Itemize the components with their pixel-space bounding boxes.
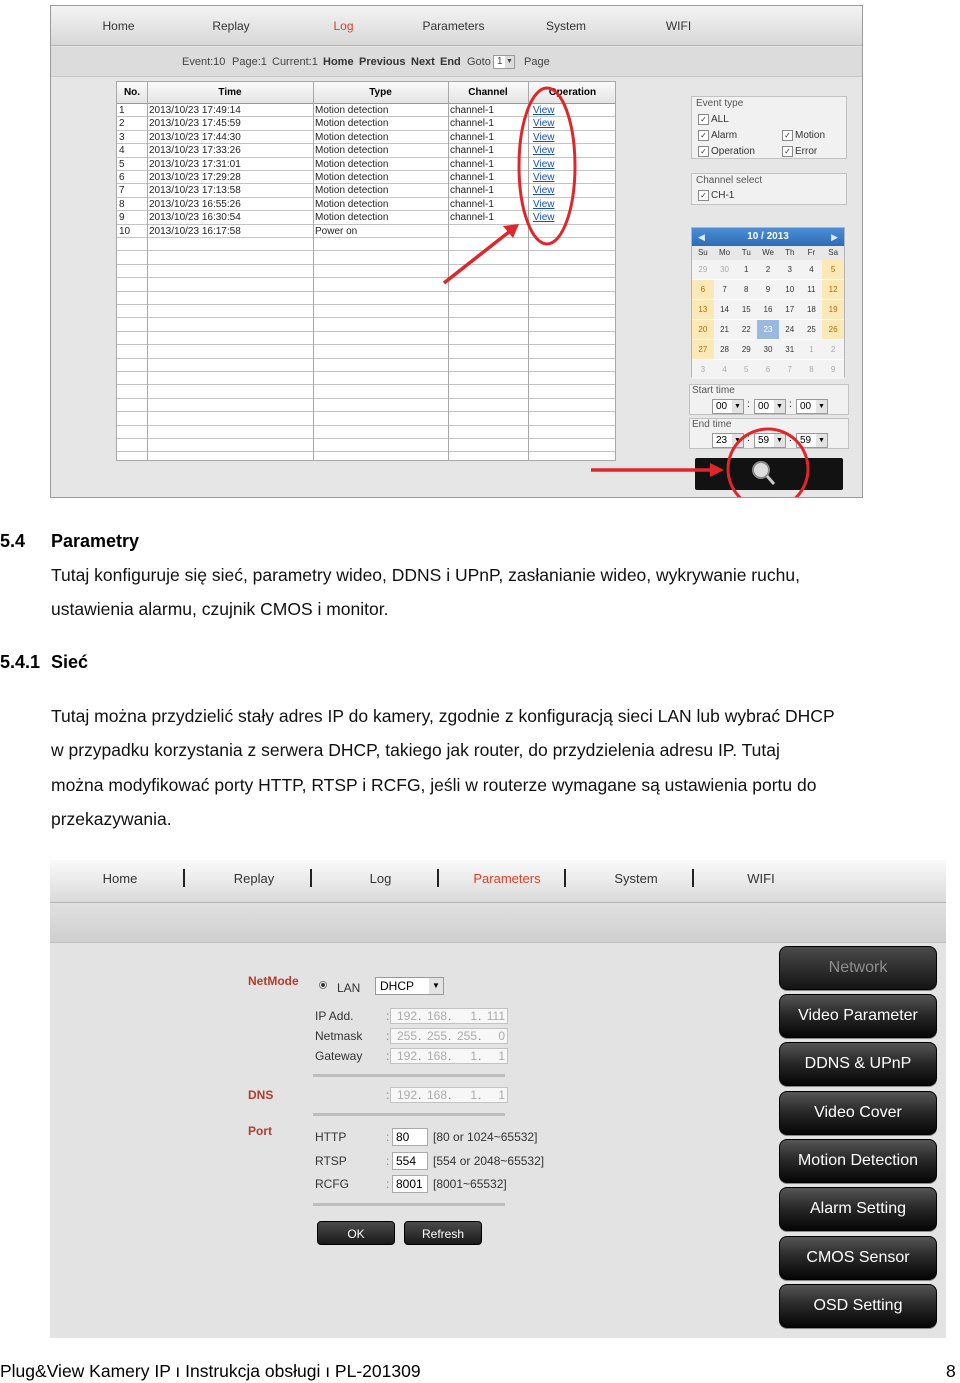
colon: :	[386, 1029, 390, 1043]
cell-no: 5	[119, 158, 125, 170]
colon: :	[386, 1088, 390, 1102]
subsection-number: 5.4.1	[0, 652, 41, 672]
dns-field[interactable]: 192 . 168 . 1 . 1	[390, 1087, 508, 1103]
nav-divider	[564, 869, 566, 887]
netmode-value: DHCP	[380, 979, 415, 993]
col-operation: Operation	[548, 87, 597, 98]
cell-channel: channel-1	[450, 131, 494, 143]
cell-no: 1	[119, 105, 125, 116]
nav-shadow-strip	[50, 903, 946, 943]
cell-time: 2013/10/23 17:29:28	[149, 172, 241, 183]
calendar-day[interactable]: 10	[779, 280, 801, 299]
cell-type: Motion detection	[315, 172, 389, 183]
col-no: No.	[123, 87, 141, 98]
page-label: Page	[524, 56, 550, 68]
cell-time: 2013/10/23 17:31:01	[149, 158, 241, 170]
calendar-day[interactable]: 17	[779, 300, 801, 319]
calendar-day[interactable]: 11	[801, 280, 823, 299]
annotation-circle-view-column	[519, 88, 575, 244]
previous-link[interactable]: Previous	[359, 56, 406, 68]
calendar-day[interactable]: 7	[779, 360, 801, 379]
cell-time: 2013/10/23 16:17:58	[149, 225, 241, 237]
ip-octet: 168	[426, 1009, 447, 1023]
calendar-day[interactable]: 25	[801, 320, 823, 339]
log-screenshot	[50, 5, 863, 498]
calendar-day[interactable]: 1	[801, 340, 823, 359]
start-second-value: 00	[800, 401, 812, 412]
cell-operation[interactable]: View	[533, 172, 555, 183]
side-alarm-setting-button[interactable]: Alarm Setting	[779, 1187, 937, 1231]
side-video-parameter-button[interactable]: Video Parameter	[779, 994, 937, 1038]
cell-operation[interactable]: View	[533, 198, 555, 210]
next-link[interactable]: Next	[411, 56, 435, 68]
cell-time: 2013/10/23 17:44:30	[149, 131, 241, 143]
rtsp-label: RTSP	[315, 1154, 347, 1168]
calendar-day[interactable]: 5	[735, 360, 757, 379]
http-range: [80 or 1024~65532]	[433, 1130, 538, 1144]
rtsp-range: [554 or 2048~65532]	[433, 1154, 545, 1168]
side-cmos-sensor-button[interactable]: CMOS Sensor	[779, 1236, 937, 1280]
chevron-down-icon: ▼	[732, 400, 743, 413]
current-page: Current:1	[272, 56, 318, 68]
body-line-3: można modyfikować porty HTTP, RTSP i RCFG, jeśli w routerze wymagane są ustawienia portu do	[51, 775, 817, 795]
cell-channel: channel-1	[450, 185, 494, 197]
cell-no: 4	[119, 145, 125, 157]
calendar-day[interactable]: 8	[801, 360, 823, 379]
ip-octet: 1	[470, 1009, 477, 1023]
cell-time: 2013/10/23 16:30:54	[149, 212, 241, 224]
weekday-label: Fr	[807, 248, 816, 257]
calendar-day[interactable]: 30	[714, 260, 736, 279]
nav-parameters[interactable]: Parameters	[422, 19, 485, 33]
calendar-day[interactable]: 21	[714, 320, 736, 339]
cell-channel: channel-1	[450, 198, 494, 210]
side-osd-setting-button[interactable]: OSD Setting	[779, 1284, 937, 1328]
netmask-label: Netmask	[315, 1029, 363, 1043]
calendar-day[interactable]: 2	[757, 260, 779, 279]
side-motion-detection-button[interactable]: Motion Detection	[779, 1139, 937, 1183]
nav-divider	[183, 869, 185, 887]
nav-system[interactable]: System	[545, 19, 586, 33]
colon: :	[386, 1177, 390, 1191]
nav-parameters[interactable]: Parameters	[473, 871, 541, 886]
calendar-day[interactable]: 9	[822, 360, 844, 379]
event-type-title: Event type	[696, 98, 744, 109]
calendar-day[interactable]: 24	[779, 320, 801, 339]
end-link[interactable]: End	[440, 56, 461, 68]
colon: :	[386, 1130, 390, 1144]
chevron-down-icon: ▼	[505, 56, 514, 68]
weekday-label: Sa	[828, 248, 839, 257]
cell-type: Motion detection	[315, 131, 389, 143]
netmask-octet: 0	[498, 1029, 505, 1043]
annotation-circle-search	[728, 429, 808, 498]
nav-wifi[interactable]: WIFI	[665, 19, 692, 33]
cell-channel: channel-1	[450, 118, 494, 130]
calendar-day[interactable]: 9	[757, 280, 779, 299]
divider	[313, 1074, 505, 1077]
home-link[interactable]: Home	[323, 56, 354, 68]
cell-operation[interactable]: View	[533, 212, 555, 224]
netmask-octet: 255	[396, 1029, 417, 1043]
cell-channel: channel-1	[450, 172, 494, 183]
divider	[313, 1113, 505, 1116]
calendar-day[interactable]: 1	[735, 260, 757, 279]
network-screenshot	[50, 860, 946, 1338]
goto-label: Goto	[467, 56, 491, 68]
nav-system[interactable]: System	[614, 871, 658, 886]
nav-divider	[437, 869, 439, 887]
nav-log[interactable]: Log	[369, 871, 392, 886]
chevron-down-icon: ▼	[732, 434, 743, 447]
netmask-field[interactable]: 255 . 255 . 255 . 0	[390, 1028, 508, 1044]
checkbox-motion[interactable]: ✓ Motion	[782, 130, 825, 141]
weekday-label: Mo	[719, 248, 731, 257]
cell-type: Motion detection	[315, 158, 389, 170]
cell-type: Motion detection	[315, 105, 389, 116]
ip-octet: 192	[396, 1009, 417, 1023]
calendar-day[interactable]: 27	[692, 340, 714, 359]
cell-time: 2013/10/23 17:33:26	[149, 145, 241, 157]
section-title: Parametry	[51, 531, 140, 551]
nav-divider	[692, 869, 694, 887]
start-minute-value: 00	[758, 401, 770, 412]
section-number: 5.4	[0, 531, 26, 551]
nav-divider	[310, 869, 312, 887]
weekday-label: We	[762, 248, 774, 257]
cell-time: 2013/10/23 17:13:58	[149, 185, 241, 197]
rcfg-label: RCFG	[315, 1177, 349, 1191]
weekday-label: Tu	[741, 248, 751, 257]
ip-label: IP Add.	[315, 1009, 354, 1023]
calendar-day[interactable]: 26	[822, 320, 844, 339]
dns-octet: 1	[498, 1088, 505, 1102]
calendar-day[interactable]: 8	[735, 280, 757, 299]
col-time: Time	[218, 87, 242, 98]
goto-value: 1	[497, 56, 503, 67]
nav-wifi[interactable]: WIFI	[747, 871, 775, 886]
calendar-day[interactable]: 4	[801, 260, 823, 279]
cell-channel: channel-1	[450, 105, 494, 116]
page-count: Page:1	[232, 56, 267, 68]
cell-no: 6	[119, 172, 125, 183]
cell-time: 2013/10/23 17:49:14	[149, 105, 241, 116]
cell-no: 8	[119, 198, 125, 210]
weekday-label: Th	[785, 248, 795, 257]
calendar-day[interactable]: 20	[692, 320, 714, 339]
weekday-label: Su	[697, 248, 708, 257]
end-time-label: End time	[692, 419, 732, 430]
calendar-day[interactable]: 22	[735, 320, 757, 339]
checkbox-operation[interactable]: ✓ Operation	[698, 146, 755, 157]
cell-operation[interactable]: View	[533, 131, 555, 143]
ip-octet: 111	[486, 1009, 505, 1023]
netmask-octet: 255	[426, 1029, 447, 1043]
radio-dot	[321, 983, 325, 987]
cell-no: 2	[119, 118, 125, 130]
side-video-cover-button[interactable]: Video Cover	[779, 1091, 937, 1135]
side-network-button[interactable]: Network	[779, 946, 937, 990]
chevron-down-icon: ▼	[429, 978, 443, 994]
cell-operation[interactable]: View	[533, 145, 555, 157]
end-second-value: 59	[800, 435, 812, 446]
refresh-button[interactable]: Refresh	[404, 1221, 482, 1245]
calendar-day[interactable]: 29	[735, 340, 757, 359]
gateway-octet: 168	[426, 1049, 447, 1063]
calendar-day[interactable]: 3	[692, 360, 714, 379]
port-label: Port	[248, 1124, 272, 1138]
calendar-day[interactable]: 18	[801, 300, 823, 319]
col-type: Type	[369, 87, 392, 98]
gateway-field[interactable]: 192 . 168 . 1 . 1	[390, 1048, 508, 1064]
cell-operation[interactable]: View	[533, 185, 555, 197]
netmode-label: NetMode	[248, 974, 299, 988]
lan-radio[interactable]	[319, 981, 327, 989]
chevron-down-icon: ▼	[774, 400, 785, 413]
gateway-octet: 1	[498, 1049, 505, 1063]
calendar-day[interactable]: 6	[757, 360, 779, 379]
checkbox-alarm[interactable]: ✓ Alarm	[698, 130, 737, 141]
nav-home[interactable]: Home	[102, 19, 135, 33]
cell-type: Motion detection	[315, 212, 389, 224]
cell-time: 2013/10/23 16:55:26	[149, 198, 241, 210]
checkbox-all[interactable]: ✓ ALL	[698, 114, 729, 125]
cell-type: Motion detection	[315, 118, 389, 130]
nav-replay[interactable]: Replay	[233, 871, 275, 886]
cell-type: Power on	[315, 225, 358, 237]
cell-operation[interactable]: View	[533, 105, 555, 116]
intro-line-2: ustawienia alarmu, czujnik CMOS i monitor.	[51, 599, 389, 619]
nav-home[interactable]: Home	[102, 871, 138, 886]
chevron-down-icon: ▼	[816, 400, 827, 413]
start-time-label: Start time	[692, 385, 735, 396]
cell-no: 10	[119, 225, 131, 237]
body-line-2: w przypadku korzystania z serwera DHCP, takiego jak router, do przydzielenia adresu IP. Tutaj	[51, 740, 780, 760]
end-minute-value: 59	[758, 435, 770, 446]
end-hour-value: 23	[716, 435, 728, 446]
gateway-octet: 1	[470, 1049, 477, 1063]
calendar-day[interactable]: 13	[692, 300, 714, 319]
subsection-title: Sieć	[51, 652, 89, 672]
cell-operation[interactable]: View	[533, 118, 555, 130]
netmask-octet: 255	[456, 1029, 477, 1043]
calendar-day[interactable]: 12	[822, 280, 844, 299]
calendar-day[interactable]: 6	[692, 280, 714, 299]
calendar-day[interactable]: 16	[757, 300, 779, 319]
body-line-4: przekazywania.	[51, 809, 172, 829]
calendar-day[interactable]: 4	[714, 360, 736, 379]
colon: :	[386, 1009, 390, 1023]
rtsp-port-input[interactable]: 554	[392, 1152, 428, 1170]
colon: :	[747, 433, 750, 444]
prev-month-icon[interactable]: ◀	[698, 232, 705, 242]
rcfg-range: [8001~65532]	[433, 1177, 507, 1191]
cell-type: Motion detection	[315, 145, 389, 157]
divider	[313, 1203, 505, 1206]
calendar-day[interactable]: 23	[757, 320, 779, 339]
cell-channel: channel-1	[450, 145, 494, 157]
event-count: Event:10	[182, 56, 226, 68]
calendar-day[interactable]: 14	[714, 300, 736, 319]
calendar-month: 10 / 2013	[692, 228, 844, 246]
calendar-day[interactable]: 5	[822, 260, 844, 279]
cell-no: 9	[119, 212, 125, 224]
channel-select-title: Channel select	[696, 175, 763, 186]
start-hour-value: 00	[716, 401, 728, 412]
cell-no: 7	[119, 185, 125, 197]
calendar-day[interactable]: 7	[714, 280, 736, 299]
calendar-day[interactable]: 29	[692, 260, 714, 279]
http-label: HTTP	[315, 1130, 347, 1144]
nav-replay[interactable]: Replay	[212, 19, 250, 33]
cell-operation[interactable]: View	[533, 158, 555, 170]
chevron-down-icon: ▼	[816, 434, 827, 447]
dns-octet: 1	[470, 1088, 477, 1102]
calendar-day[interactable]: 19	[822, 300, 844, 319]
nav-log[interactable]: Log	[333, 19, 354, 33]
calendar-day[interactable]: 15	[735, 300, 757, 319]
checkbox-error[interactable]: ✓ Error	[782, 146, 817, 157]
annotation-arrowhead	[710, 463, 724, 477]
dns-octet: 168	[426, 1088, 447, 1102]
cell-type: Motion detection	[315, 185, 389, 197]
calendar-day[interactable]: 28	[714, 340, 736, 359]
lan-label: LAN	[337, 981, 361, 995]
col-channel: Channel	[468, 87, 508, 98]
calendar-day[interactable]: 31	[779, 340, 801, 359]
colon: :	[789, 399, 792, 410]
intro-line-1: Tutaj konfiguruje się sieć, parametry wideo, DDNS i UPnP, zasłanianie wideo, wykrywanie ruchu,	[51, 565, 800, 585]
colon: :	[386, 1154, 390, 1168]
body-line-1: Tutaj można przydzielić stały adres IP do kamery, zgodnie z konfiguracją sieci LAN lub wybrać DHCP	[51, 706, 835, 726]
gateway-octet: 192	[396, 1049, 417, 1063]
footer-text: Plug&View Kamery IP ı Instrukcja obsługi ı PL-201309	[0, 1361, 421, 1381]
ok-button[interactable]: OK	[317, 1221, 395, 1245]
dns-label: DNS	[248, 1088, 274, 1102]
calendar-day[interactable]: 2	[822, 340, 844, 359]
annotation-arrow-view	[444, 228, 514, 283]
colon: :	[747, 399, 750, 410]
annotation-overlay	[51, 6, 863, 498]
cell-channel: channel-1	[450, 158, 494, 170]
colon: :	[789, 433, 792, 444]
cell-no: 3	[119, 131, 125, 143]
ip-field[interactable]: 192 . 168 . 1 . 111	[390, 1008, 508, 1024]
chevron-down-icon: ▼	[774, 434, 785, 447]
page-number: 8	[946, 1361, 956, 1381]
http-port-input[interactable]: 80	[392, 1128, 428, 1146]
cell-type: Motion detection	[315, 198, 389, 210]
cell-time: 2013/10/23 17:45:59	[149, 118, 241, 130]
gateway-label: Gateway	[315, 1049, 363, 1063]
rcfg-port-input[interactable]: 8001	[392, 1175, 428, 1193]
side-ddns-upnp-button[interactable]: DDNS & UPnP	[779, 1042, 937, 1086]
dns-octet: 192	[396, 1088, 417, 1102]
next-month-icon[interactable]: ▶	[831, 232, 838, 242]
colon: :	[386, 1049, 390, 1063]
cell-channel: channel-1	[450, 212, 494, 224]
calendar-day[interactable]: 3	[779, 260, 801, 279]
checkbox-ch1[interactable]: ✓ CH-1	[698, 190, 734, 201]
calendar-day[interactable]: 30	[757, 340, 779, 359]
netmode-select[interactable]	[375, 977, 444, 995]
